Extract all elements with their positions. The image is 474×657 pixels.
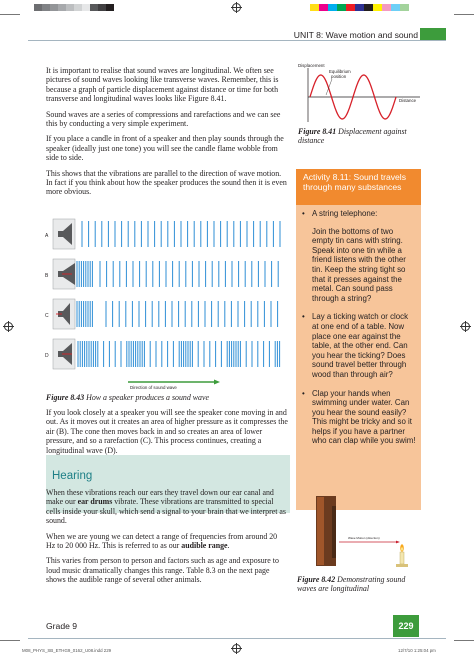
activity-list	[302, 209, 416, 455]
figure-label: Wave Motion (direction)	[348, 536, 380, 540]
registration-mark	[232, 644, 241, 653]
row-label: D	[45, 353, 49, 359]
print-slug: 12/7/10 1:25:04 pm	[398, 648, 436, 653]
candle-speaker-illustration	[296, 494, 424, 572]
axis-label: Displacement	[298, 63, 325, 68]
header-rule	[28, 40, 446, 41]
paragraph: If you place a candle in front of a speaker and then play sounds through the speaker (ideally just one tone) you will see the candle flame wobble from side to side.	[46, 134, 284, 163]
footer-rule	[28, 638, 446, 639]
list-item: • Clap your hands when swimming under water. Can you hear the sound easily? This might be tricky and so it helps if you have a partner who can clap while you swim!	[302, 389, 416, 447]
crop-mark	[0, 640, 20, 641]
row-label: A	[45, 233, 49, 239]
key-term: audible range	[181, 541, 228, 551]
speaker-wave-diagram	[36, 216, 286, 392]
list-item: • A string telephone: Join the bottoms of two empty tin cans with string. Speak into one tin while a friend listens with the other tin. Keep the string tight so that it presses against the metal. Can sound pass through a string?	[302, 209, 416, 303]
paragraph: This shows that the vibrations are parallel to the direction of wave motion. In fact if you think about how the speaker produces the sound then it is even more obvious.	[46, 168, 287, 197]
hearing-text	[46, 488, 288, 591]
candle	[400, 552, 404, 564]
speaker-icon	[53, 339, 75, 369]
body-text-2	[46, 408, 288, 461]
annotation: Equilibrium	[329, 69, 351, 74]
print-slug: M08_PHYS_SB_ETHG9_0162_U08.indd 229	[22, 648, 112, 653]
row-label: C	[45, 313, 49, 319]
activity-title: Activity 8.11: Sound travels through many substances	[296, 169, 421, 205]
speaker-icon	[53, 299, 75, 329]
grade-label: Grade 9	[46, 621, 78, 631]
crop-mark	[0, 14, 20, 15]
arrow-head-icon	[396, 541, 400, 544]
page-number: 229	[393, 615, 419, 637]
registration-mark	[232, 3, 241, 12]
registration-mark	[461, 322, 470, 331]
crop-mark	[454, 14, 474, 15]
paragraph: If you look closely at a speaker you will see the speaker cone moving in and out. As it moves out it creates an area of higher pressure as it compresses the air (B). The cone then moves back in and so creates an area of lower pressure, and so a rarefaction (C). This process continues, creating a longitudinal wave (D).	[46, 408, 288, 455]
activity-box	[296, 169, 421, 510]
crop-mark	[454, 640, 474, 641]
figure-843-caption: Figure 8.43 How a speaker produces a sound wave	[46, 393, 209, 402]
row-label: B	[45, 273, 49, 279]
arrow-head-icon	[214, 380, 220, 385]
list-item: • Lay a ticking watch or clock at one end of a table. Now place one ear against the table, at the other end. Can you hear the ticking? Does sound travel better through wood than through air?	[302, 312, 416, 379]
figure-842-caption: Figure 8.42 Demonstrating sound waves are longitudinal	[297, 575, 406, 594]
paragraph: Sound waves are a series of compressions and rarefactions and we can see this by conducting a very simple experiment.	[46, 109, 281, 129]
annotation: position	[331, 74, 347, 79]
displacement-graph	[296, 62, 422, 124]
unit-title: UNIT 8: Wave motion and sound	[293, 30, 418, 40]
body-text	[46, 66, 288, 203]
section-heading: Hearing	[52, 470, 93, 482]
speaker-icon	[53, 259, 75, 289]
axis-label: Distance	[399, 98, 417, 103]
paragraph: This varies from person to person and factors such as age and exposure to loud music dramatically changes this range. Table 8.3 on the next page shows the audible range of several other animals.	[46, 556, 279, 585]
key-term: ear drums	[77, 497, 113, 507]
paragraph: When these vibrations reach our ears they travel down our ear canal and make our ear drums vibrate. These vibrations are transmitted to special cells inside your skull, which send a signal to your brain that we interpret as sound.	[46, 488, 286, 526]
arrow-label: Direction of sound wave	[130, 385, 177, 390]
paragraph: It is important to realise that sound waves are longitudinal. We often see pictures of sound waves looking like transverse waves. Remember, this is because a graph of particle displacement against distance or time for both transverse and longitudinal waves looks like Figure 8.41.	[46, 66, 279, 104]
unit-color-tab	[420, 28, 446, 40]
speaker-icon	[53, 219, 75, 249]
figure-841-caption: Figure 8.41 Displacement against distance	[298, 127, 407, 146]
registration-mark	[4, 322, 13, 331]
paragraph: When we are young we can detect a range of frequencies from around 20 Hz to 20 000 Hz. This is referred to as our audible range.	[46, 531, 278, 551]
